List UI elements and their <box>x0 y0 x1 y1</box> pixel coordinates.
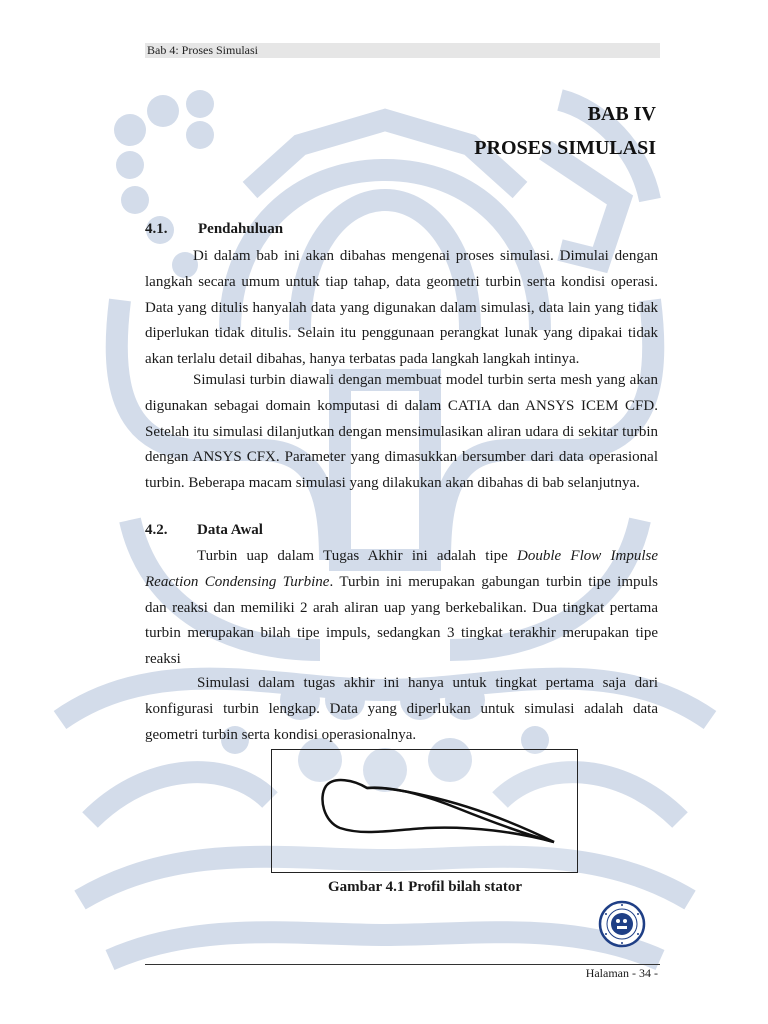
turbine-type-term: Double Flow Impulse Reaction Condensing Turbine <box>145 548 658 590</box>
university-seal <box>598 900 646 948</box>
section-heading-4-2 <box>145 522 263 539</box>
paragraph <box>145 544 658 673</box>
paragraph-text: Di dalam bab ini akan dibahas mengenai proses simulasi. Dimulai dengan langkah secara umum untuk tiap tahap, data geometri turbin serta kondisi operasi. Data yang ditulis hanyalah data yang digunakan dalam simulasi, data lain yang tidak diperlukan tidak ditulis. Selain itu penggunaan perangkat lunak yang dipakai tidak akan terlalu detail dibahas, hanya terbatas pada langkah langkah intinya. <box>145 248 658 368</box>
stator-blade-figure <box>271 749 578 873</box>
paragraph <box>145 671 658 748</box>
chapter-number: BAB IV <box>587 103 656 125</box>
section-number: 4.1. <box>145 221 168 237</box>
section-title: Data Awal <box>197 522 263 538</box>
page-number: Halaman - 34 - <box>585 966 658 980</box>
section-heading-4-1 <box>145 221 284 238</box>
section-title: Pendahuluan <box>198 221 284 237</box>
footer-divider <box>145 964 660 965</box>
paragraph <box>145 244 658 373</box>
paragraph-text: . Turbin ini merupakan gabungan turbin tipe impuls dan reaksi dan memiliki 2 arah aliran uap yang berkebalikan. Dua tingkat pertama turbin merupakan bilah tipe impuls, sedangkan 3 tingkat terakhir merupakan tipe reaksi <box>145 573 658 668</box>
section-number: 4.2. <box>145 522 168 538</box>
blade-profile-drawing <box>272 750 576 871</box>
paragraph-text: Simulasi dalam tugas akhir ini hanya untuk tingkat pertama saja dari konfigurasi turbin lengkap. Data yang diperlukan untuk simulasi adalah data geometri turbin serta kondisi operasionalnya. <box>145 675 658 743</box>
paragraph-text: Simulasi turbin diawali dengan membuat model turbin serta mesh yang akan digunakan sebagai domain komputasi di dalam CATIA dan ANSYS ICEM CFD. Setelah itu simulasi dilanjutkan dengan mensimulasikan aliran udara di sekitar turbin dengan ANSYS CFX. Parameter yang dimasukkan bersumber dari data operasional turbin. Beberapa macam simulasi yang dilakukan akan dibahas di bab selanjutnya. <box>145 372 658 492</box>
chapter-title: PROSES SIMULASI <box>474 137 656 159</box>
paragraph <box>145 368 658 497</box>
running-header: Bab 4: Proses Simulasi <box>145 43 660 58</box>
paragraph-text: Turbin uap dalam Tugas Akhir ini adalah tipe <box>197 548 518 564</box>
figure-caption: Gambar 4.1 Profil bilah stator <box>327 879 523 895</box>
